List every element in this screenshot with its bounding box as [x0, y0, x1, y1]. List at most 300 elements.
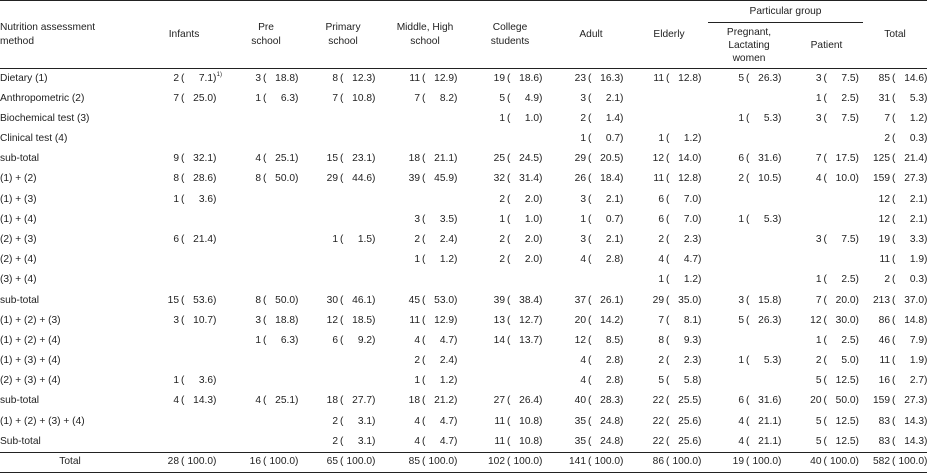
- college-students-cell: [468, 89, 552, 109]
- primary-school-cell: [304, 392, 382, 412]
- percent-value: ( 2.5 ): [822, 93, 856, 105]
- percent-value: ( 25.1 ): [261, 395, 295, 407]
- middle-high-school-cell: [382, 169, 468, 189]
- count-value: 6: [658, 193, 664, 205]
- count-value: 4: [255, 395, 261, 407]
- preschool-cell: [228, 291, 304, 311]
- elderly-column-header: Elderly: [630, 1, 708, 69]
- percent-value: ( 14.3 ): [890, 436, 924, 448]
- row-label: (1) + (2) + (3): [0, 314, 61, 326]
- row-label: (2) + (4): [0, 254, 37, 266]
- primary-school-cell: [304, 69, 382, 89]
- percent-value: ( 1.5 ): [338, 234, 372, 246]
- percent-value: ( 26.3 ): [744, 73, 778, 85]
- count-value: 5: [815, 375, 822, 387]
- percent-value: ( 7.5 ): [822, 234, 856, 246]
- table-row: [0, 432, 927, 452]
- percent-value: ( 2.8 ): [586, 355, 620, 367]
- percent-value: ( 26.1 ): [586, 295, 620, 307]
- table-row: [0, 129, 927, 149]
- percent-value: ( 20.5 ): [586, 153, 620, 165]
- infants-cell: [140, 230, 228, 250]
- patient-cell: [790, 371, 863, 391]
- count-value: 85: [408, 455, 420, 467]
- percent-value: ( 2.0 ): [505, 234, 539, 246]
- percent-value: ( 100.0 ): [179, 456, 213, 468]
- percent-value: ( 5.3 ): [890, 93, 924, 105]
- count-value: 83: [878, 415, 891, 427]
- middle-high-school-cell: [382, 270, 468, 290]
- middle-high-school-cell: [382, 351, 468, 371]
- primary-school-cell: [304, 149, 382, 169]
- count-value: 1: [255, 334, 261, 346]
- count-value: 65: [326, 455, 338, 467]
- preschool-cell: [228, 452, 304, 472]
- count-value: 30: [326, 294, 338, 306]
- percent-value: ( 53.6 ): [179, 295, 213, 307]
- patient-cell: [790, 129, 863, 149]
- middle-high-school-cell: [382, 311, 468, 331]
- count-value: 85: [878, 72, 891, 84]
- count-value: 40: [574, 395, 586, 407]
- elderly-cell: [630, 311, 708, 331]
- infants-cell: [140, 270, 228, 290]
- percent-value: ( 50.0 ): [822, 395, 856, 407]
- count-value: 32: [493, 173, 505, 185]
- count-value: 7: [884, 112, 891, 124]
- percent-value: ( 12.5 ): [822, 375, 856, 387]
- table-row: [0, 210, 927, 230]
- count-value: 19: [732, 455, 744, 467]
- percent-value: ( 26.4 ): [505, 395, 539, 407]
- table-row: [0, 69, 927, 89]
- count-value: 39: [408, 173, 420, 185]
- table-row: [0, 331, 927, 351]
- middle-high-school-cell: [382, 210, 468, 230]
- count-value: 3: [815, 233, 822, 245]
- total-cell: [863, 109, 927, 129]
- count-value: 15: [167, 294, 179, 306]
- percent-value: ( 3.1 ): [338, 416, 372, 428]
- count-value: 15: [326, 153, 338, 165]
- count-value: 2: [499, 254, 505, 266]
- percent-value: ( 5.3 ): [744, 214, 778, 226]
- percent-value: ( 18.6 ): [505, 73, 539, 85]
- percent-value: ( 2.1 ): [586, 194, 620, 206]
- count-value: 2: [499, 193, 505, 205]
- pregnant-lactating-cell: [708, 230, 790, 250]
- percent-value: ( 6.3 ): [261, 335, 295, 347]
- middle-high-school-cell: [382, 69, 468, 89]
- percent-value: ( 8.2 ): [420, 93, 454, 105]
- elderly-cell: [630, 109, 708, 129]
- count-value: 22: [652, 435, 664, 447]
- percent-value: ( 31.6 ): [744, 395, 778, 407]
- total-cell: [863, 331, 927, 351]
- count-value: 4: [658, 254, 664, 266]
- primary-school-cell: [304, 331, 382, 351]
- adult-cell: [552, 190, 630, 210]
- total-cell: [863, 190, 927, 210]
- percent-value: ( 8.5 ): [586, 335, 620, 347]
- college-students-cell: [468, 392, 552, 412]
- count-value: 6: [173, 233, 179, 245]
- table-row: [0, 230, 927, 250]
- total-cell: [863, 89, 927, 109]
- row-label: (2) + (3) + (4): [0, 375, 61, 387]
- total-cell: [863, 291, 927, 311]
- percent-value: ( 2.1 ): [586, 234, 620, 246]
- total-row-label: Total: [0, 452, 140, 472]
- count-value: 13: [493, 314, 505, 326]
- patient-cell: [790, 351, 863, 371]
- elderly-cell: [630, 210, 708, 230]
- percent-value: ( 1.2 ): [664, 274, 698, 286]
- percent-value: ( 53.0 ): [420, 295, 454, 307]
- college-students-cell: [468, 129, 552, 149]
- count-value: 29: [574, 153, 586, 165]
- percent-value: ( 32.1 ): [179, 153, 213, 165]
- elderly-cell: [630, 412, 708, 432]
- college-students-column-header: College students: [468, 1, 552, 69]
- count-value: 1: [173, 375, 179, 387]
- preschool-cell: [228, 311, 304, 331]
- pregnant-lactating-cell: [708, 351, 790, 371]
- college-students-cell: [468, 230, 552, 250]
- college-students-cell: [468, 169, 552, 189]
- count-value: 5: [499, 92, 505, 104]
- percent-value: ( 5.3 ): [744, 355, 778, 367]
- percent-value: ( 1.9 ): [890, 355, 924, 367]
- total-cell: [863, 351, 927, 371]
- count-value: 11: [409, 314, 420, 326]
- percent-value: ( 3.3 ): [890, 234, 924, 246]
- count-value: 3: [815, 72, 822, 84]
- percent-value: ( 21.1 ): [420, 153, 454, 165]
- count-value: 1: [499, 112, 505, 124]
- college-students-cell: [468, 412, 552, 432]
- college-students-cell: [468, 311, 552, 331]
- count-value: 11: [494, 435, 505, 447]
- percent-value: ( 17.5 ): [822, 153, 856, 165]
- percent-value: ( 10.0 ): [822, 173, 856, 185]
- table-row: [0, 291, 927, 311]
- elderly-cell: [630, 250, 708, 270]
- infants-column-header: Infants: [140, 1, 228, 69]
- count-value: 1: [580, 133, 586, 145]
- patient-cell: [790, 109, 863, 129]
- college-students-cell: [468, 351, 552, 371]
- count-value: 1: [658, 274, 664, 286]
- count-value: 3: [580, 233, 586, 245]
- row-label: (2) + (3): [0, 233, 37, 245]
- elderly-cell: [630, 452, 708, 472]
- adult-cell: [552, 210, 630, 230]
- count-value: 29: [652, 294, 664, 306]
- patient-cell: [790, 149, 863, 169]
- patient-cell: [790, 331, 863, 351]
- preschool-cell: [228, 129, 304, 149]
- total-cell: [863, 129, 927, 149]
- percent-value: ( 2.8 ): [586, 375, 620, 387]
- table-row: [0, 351, 927, 371]
- patient-column-header: Patient: [790, 23, 863, 69]
- percent-value: ( 24.5 ): [505, 153, 539, 165]
- percent-value: ( 38.4 ): [505, 295, 539, 307]
- pregnant-lactating-cell: [708, 311, 790, 331]
- percent-value: ( 9.2 ): [338, 335, 372, 347]
- table-row: [0, 89, 927, 109]
- percent-value: ( 12.9 ): [420, 315, 454, 327]
- count-value: 159: [873, 395, 891, 407]
- percent-value: ( 0.7 ): [586, 133, 620, 145]
- patient-cell: [790, 432, 863, 452]
- primary-school-cell: [304, 109, 382, 129]
- row-label: (1) + (2) + (4): [0, 334, 61, 346]
- adult-cell: [552, 311, 630, 331]
- percent-value: ( 21.4 ): [179, 234, 213, 246]
- percent-value: ( 27.3 ): [890, 173, 924, 185]
- percent-value: ( 31.6 ): [744, 153, 778, 165]
- count-value: 11: [879, 355, 891, 367]
- elderly-cell: [630, 169, 708, 189]
- percent-value: ( 100.0 ): [505, 456, 539, 468]
- infants-cell: [140, 109, 228, 129]
- row-label: (1) + (4): [0, 213, 37, 225]
- count-value: 4: [580, 254, 586, 266]
- count-value: 3: [580, 92, 586, 104]
- adult-cell: [552, 331, 630, 351]
- middle-high-school-cell: [382, 250, 468, 270]
- patient-cell: [790, 230, 863, 250]
- percent-value: ( 7.0 ): [664, 214, 698, 226]
- preschool-cell: [228, 270, 304, 290]
- total-cell: [863, 392, 927, 412]
- count-value: 11: [879, 254, 891, 266]
- adult-cell: [552, 371, 630, 391]
- preschool-cell: [228, 392, 304, 412]
- count-value: 4: [738, 415, 744, 427]
- preschool-cell: [228, 432, 304, 452]
- count-value: 5: [738, 314, 744, 326]
- count-value: 4: [580, 355, 586, 367]
- percent-value: ( 7.5 ): [822, 73, 856, 85]
- count-value: 86: [652, 455, 664, 467]
- adult-cell: [552, 291, 630, 311]
- percent-value: ( 4.9 ): [505, 93, 539, 105]
- middle-high-school-cell: [382, 109, 468, 129]
- percent-value: ( 2.5 ): [822, 274, 856, 286]
- infants-cell: [140, 210, 228, 230]
- patient-cell: [790, 210, 863, 230]
- count-value: 2: [815, 355, 822, 367]
- count-value: 22: [652, 395, 664, 407]
- pregnant-lactating-cell: [708, 250, 790, 270]
- count-value: 102: [488, 455, 505, 467]
- percent-value: ( 9.3 ): [664, 335, 698, 347]
- count-value: 12: [574, 334, 586, 346]
- college-students-cell: [468, 149, 552, 169]
- count-value: 5: [738, 72, 744, 84]
- count-value: 5: [815, 435, 822, 447]
- adult-cell: [552, 412, 630, 432]
- count-value: 12: [326, 314, 338, 326]
- college-students-cell: [468, 109, 552, 129]
- elderly-cell: [630, 69, 708, 89]
- percent-value: ( 3.6 ): [179, 194, 213, 206]
- percent-value: ( 2.8 ): [586, 254, 620, 266]
- count-value: 3: [255, 72, 261, 84]
- total-row: [0, 452, 927, 472]
- patient-cell: [790, 250, 863, 270]
- count-value: 7: [815, 153, 822, 165]
- percent-value: ( 100.0 ): [420, 456, 454, 468]
- count-value: 18: [408, 153, 420, 165]
- preschool-cell: [228, 250, 304, 270]
- percent-value: ( 21.1 ): [744, 416, 778, 428]
- footnote-marker: 1): [216, 71, 222, 78]
- count-value: 6: [332, 334, 338, 346]
- percent-value: ( 25.1 ): [261, 153, 295, 165]
- count-value: 6: [738, 395, 744, 407]
- count-value: 7: [658, 314, 664, 326]
- primary-school-cell: [304, 371, 382, 391]
- count-value: 26: [574, 173, 586, 185]
- total-cell: [863, 311, 927, 331]
- count-value: 8: [173, 173, 179, 185]
- preschool-cell: [228, 412, 304, 432]
- count-value: 2: [658, 233, 664, 245]
- elderly-cell: [630, 89, 708, 109]
- count-value: 1: [815, 334, 822, 346]
- percent-value: ( 27.7 ): [338, 395, 372, 407]
- total-cell: [863, 210, 927, 230]
- pregnant-lactating-cell: [708, 270, 790, 290]
- patient-cell: [790, 452, 863, 472]
- percent-value: ( 30.0 ): [822, 315, 856, 327]
- count-value: 2: [414, 355, 420, 367]
- percent-value: ( 14.3 ): [179, 395, 213, 407]
- pregnant-lactating-cell: [708, 129, 790, 149]
- percent-value: ( 10.7 ): [179, 315, 213, 327]
- count-value: 1: [414, 254, 420, 266]
- percent-value: ( 14.6 ): [890, 73, 924, 85]
- percent-value: ( 12.9 ): [420, 73, 454, 85]
- middle-high-school-cell: [382, 230, 468, 250]
- primary-school-cell: [304, 291, 382, 311]
- row-label: Dietary (1): [0, 72, 48, 84]
- count-value: 19: [493, 72, 505, 84]
- patient-cell: [790, 311, 863, 331]
- total-cell: [863, 452, 927, 472]
- percent-value: ( 14.3 ): [890, 416, 924, 428]
- percent-value: ( 1.0 ): [505, 214, 539, 226]
- count-value: 27: [493, 395, 505, 407]
- count-value: 3: [173, 314, 179, 326]
- total-cell: [863, 371, 927, 391]
- count-value: 7: [173, 92, 179, 104]
- infants-cell: [140, 432, 228, 452]
- college-students-cell: [468, 331, 552, 351]
- count-value: 39: [493, 294, 505, 306]
- preschool-cell: [228, 69, 304, 89]
- percent-value: ( 14.0 ): [664, 153, 698, 165]
- percent-value: ( 12.5 ): [822, 436, 856, 448]
- adult-cell: [552, 129, 630, 149]
- primary-school-cell: [304, 230, 382, 250]
- preschool-cell: [228, 149, 304, 169]
- count-value: 2: [332, 415, 338, 427]
- patient-cell: [790, 89, 863, 109]
- count-value: 18: [326, 395, 338, 407]
- count-value: 12: [878, 213, 891, 225]
- pregnant-lactating-cell: [708, 109, 790, 129]
- particular-group-header: Particular group: [708, 1, 863, 23]
- count-value: 16: [249, 455, 261, 467]
- count-value: 83: [878, 435, 891, 447]
- count-value: 2: [658, 355, 664, 367]
- pregnant-lactating-cell: [708, 331, 790, 351]
- table-row: [0, 250, 927, 270]
- total-cell: [863, 270, 927, 290]
- percent-value: ( 14.2 ): [586, 315, 620, 327]
- percent-value: ( 100.0 ): [586, 456, 620, 468]
- percent-value: ( 10.8 ): [505, 436, 539, 448]
- percent-value: ( 6.3 ): [261, 93, 295, 105]
- percent-value: ( 25.0 ): [179, 93, 213, 105]
- middle-high-school-cell: [382, 371, 468, 391]
- count-value: 2: [173, 72, 179, 84]
- count-value: 2: [414, 233, 420, 245]
- percent-value: ( 25.5 ): [664, 395, 698, 407]
- primary-school-cell: [304, 351, 382, 371]
- infants-cell: [140, 190, 228, 210]
- percent-value: ( 27.3 ): [890, 395, 924, 407]
- percent-value: ( 18.5 ): [338, 315, 372, 327]
- middle-high-school-cell: [382, 89, 468, 109]
- primary-school-cell: [304, 129, 382, 149]
- adult-cell: [552, 230, 630, 250]
- adult-cell: [552, 432, 630, 452]
- percent-value: ( 100.0 ): [261, 456, 295, 468]
- row-label: Sub-total: [0, 435, 41, 447]
- percent-value: ( 3.6 ): [179, 375, 213, 387]
- percent-value: ( 4.7 ): [420, 436, 454, 448]
- percent-value: ( 8.1 ): [664, 315, 698, 327]
- count-value: 35: [574, 435, 586, 447]
- count-value: 1: [414, 375, 420, 387]
- count-value: 45: [408, 294, 420, 306]
- percent-value: ( 100.0 ): [744, 456, 778, 468]
- percent-value: ( 24.8 ): [586, 436, 620, 448]
- percent-value: ( 12.3 ): [338, 73, 372, 85]
- middle-high-school-cell: [382, 190, 468, 210]
- percent-value: ( 31.4 ): [505, 173, 539, 185]
- percent-value: ( 28.6 ): [179, 173, 213, 185]
- count-value: 35: [574, 415, 586, 427]
- primary-school-cell: [304, 452, 382, 472]
- count-value: 125: [873, 153, 891, 165]
- count-value: 1: [738, 112, 744, 124]
- adult-cell: [552, 270, 630, 290]
- percent-value: ( 0.7 ): [586, 214, 620, 226]
- count-value: 3: [414, 213, 420, 225]
- count-value: 12: [652, 153, 664, 165]
- pregnant-lactating-cell: [708, 210, 790, 230]
- count-value: 40: [810, 455, 822, 467]
- adult-cell: [552, 351, 630, 371]
- college-students-cell: [468, 270, 552, 290]
